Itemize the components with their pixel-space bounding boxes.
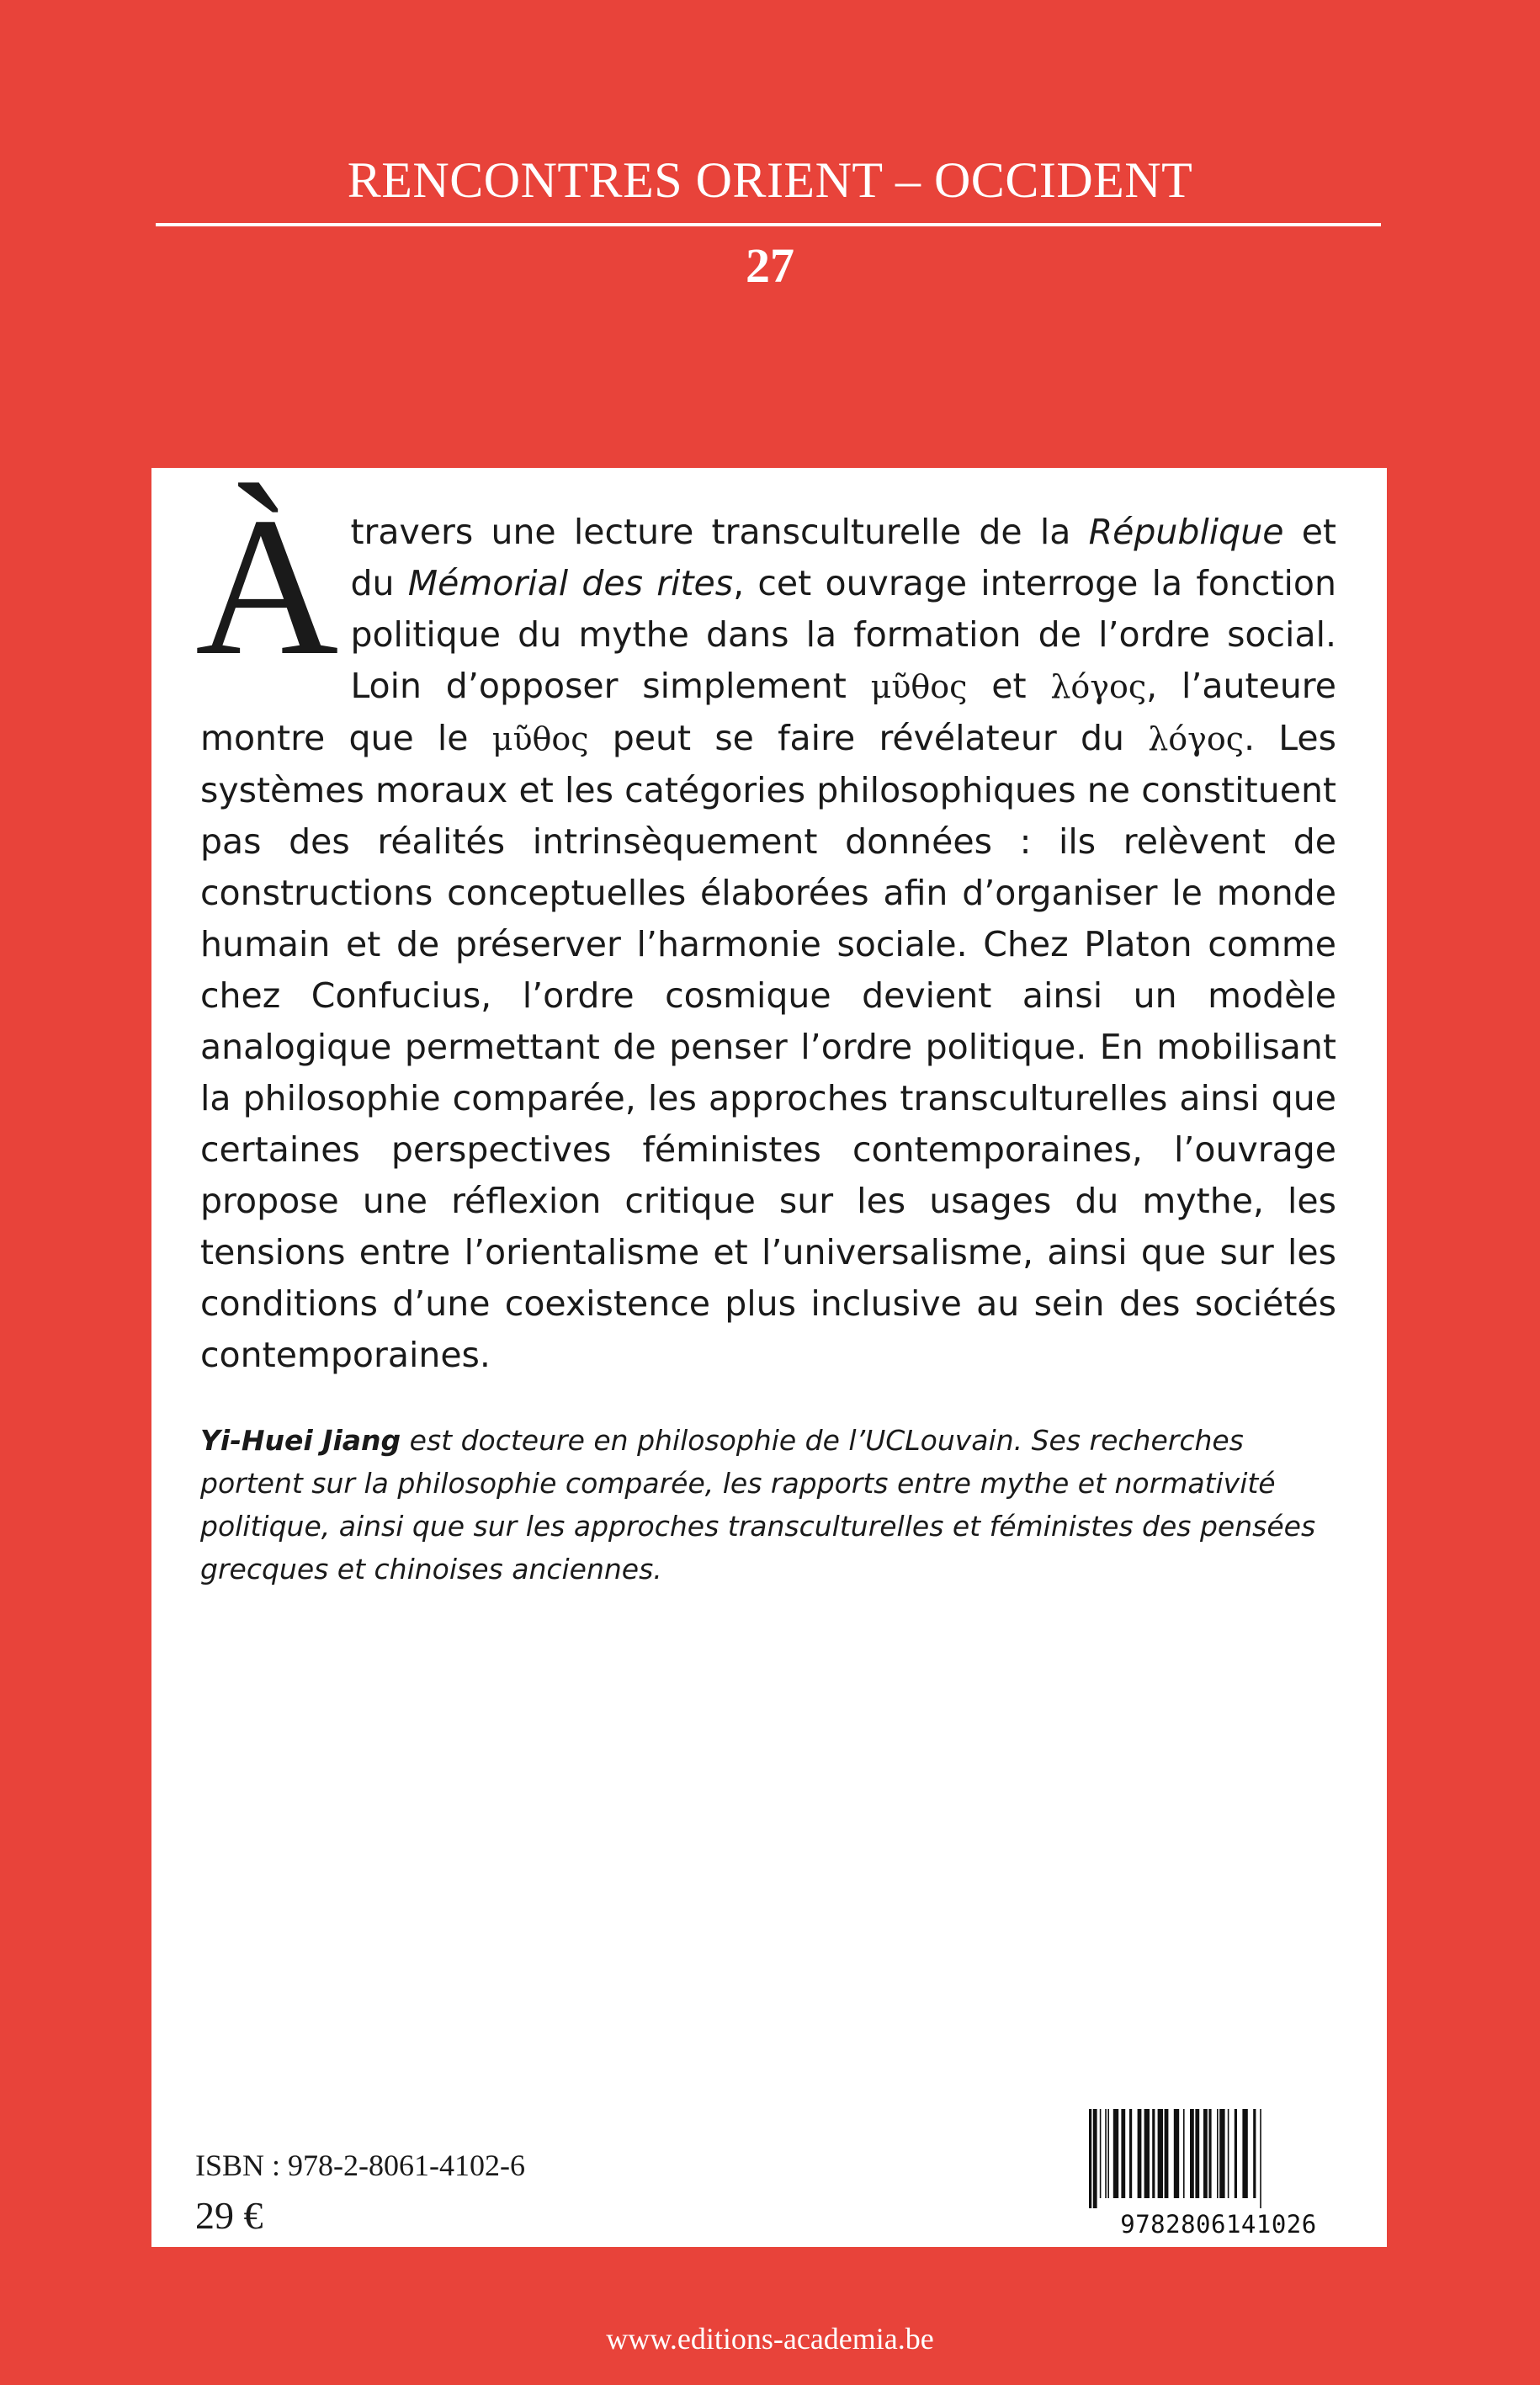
isbn: ISBN : 978-2-8061-4102-6	[195, 2149, 525, 2182]
barcode-bars	[1086, 2109, 1351, 2210]
barcode-bar	[1208, 2109, 1211, 2198]
barcode-bar	[1253, 2109, 1256, 2198]
barcode-bar	[1144, 2109, 1150, 2198]
barcode-bar	[1260, 2109, 1261, 2208]
series-number: 27	[746, 238, 794, 293]
barcode-bar	[1089, 2109, 1091, 2208]
blurb-text: travers une lecture transculturelle de la	[350, 512, 1089, 552]
barcode-bar	[1242, 2109, 1247, 2198]
barcode-bar	[1100, 2109, 1102, 2198]
greek-logos: λόγος	[1050, 668, 1147, 705]
greek-mythos: μῦθος	[870, 668, 968, 705]
barcode-bar	[1165, 2109, 1169, 2198]
barcode-bar	[1183, 2109, 1185, 2198]
barcode-bar	[1113, 2109, 1118, 2198]
author-bio-text: est docteure en philosophie de l’UCLouvain. Ses recherches portent sur la philosophie comparée, les rapports entre mythe et normativité politique, ainsi que sur les approches transculturelles et féministes des pensées grecques et chinoises anciennes.	[200, 1424, 1316, 1586]
title-memorial: Mémorial des rites	[407, 563, 734, 603]
barcode-bar	[1235, 2109, 1237, 2198]
blurb-text: , l’auteure montre que le	[200, 666, 1336, 758]
price: 29 €	[195, 2194, 263, 2237]
barcode-bar	[1138, 2109, 1142, 2198]
greek-mythos: μῦθος	[491, 720, 589, 757]
drop-cap: À	[195, 477, 339, 697]
blurb-text: peut se faire révélateur du	[588, 718, 1149, 758]
publisher-website[interactable]: www.editions-academia.be	[606, 2322, 934, 2356]
barcode-bar	[1190, 2109, 1194, 2198]
barcode-bar	[1105, 2109, 1107, 2198]
barcode-bar	[1219, 2109, 1224, 2198]
barcode-bar	[1195, 2109, 1199, 2198]
barcode-digits: 9782806141026	[1120, 2210, 1317, 2239]
barcode-bar	[1121, 2109, 1125, 2198]
barcode-bar	[1093, 2109, 1097, 2208]
blurb-text: . Les systèmes moraux et les catégories philosophiques ne constituent pas des réalités intrinsèquement données : ils relèvent de constructions conceptuelles élaborées afin d’organiser le monde humain et de préserver l’harmonie sociale. Chez Platon comme chez Confucius, l’ordre cosmique devient ainsi un modèle analogique permettant de penser l’ordre politique. En mobilisant la philosophie comparée, les approches transculturelles ainsi que certaines perspectives féministes contemporaines, l’ouvrage propose une réflexion critique sur les usages du mythe, les tensions entre l’orientalisme et l’universalisme, ainsi que sur les conditions d’une coexistence plus inclusive au sein des sociétés contemporaines.	[200, 718, 1337, 1375]
content-panel	[151, 468, 1387, 2247]
barcode-bar	[1107, 2109, 1109, 2198]
book-blurb	[195, 477, 1337, 1381]
barcode-bar	[1129, 2109, 1132, 2198]
barcode	[1086, 2109, 1351, 2239]
barcode-bar	[1217, 2109, 1219, 2198]
barcode-bar	[1158, 2109, 1163, 2198]
author-bio	[200, 1419, 1345, 1591]
title-republique: République	[1088, 512, 1284, 552]
barcode-bar	[1152, 2109, 1155, 2198]
blurb-text: et du	[350, 512, 1336, 603]
blurb-text: et	[967, 666, 1051, 706]
barcode-bar	[1174, 2109, 1179, 2198]
author-name: Yi-Huei Jiang	[200, 1424, 401, 1457]
barcode-bar	[1228, 2109, 1229, 2198]
series-divider	[156, 223, 1381, 226]
blurb-text: , cet ouvrage interroge la fonction politique du mythe dans la formation de l’ordre social. Loin d’opposer simplement	[350, 563, 1336, 706]
series-title: RENCONTRES ORIENT – OCCIDENT	[347, 152, 1193, 208]
greek-logos: λόγος	[1148, 720, 1245, 757]
barcode-bar	[1203, 2109, 1208, 2198]
